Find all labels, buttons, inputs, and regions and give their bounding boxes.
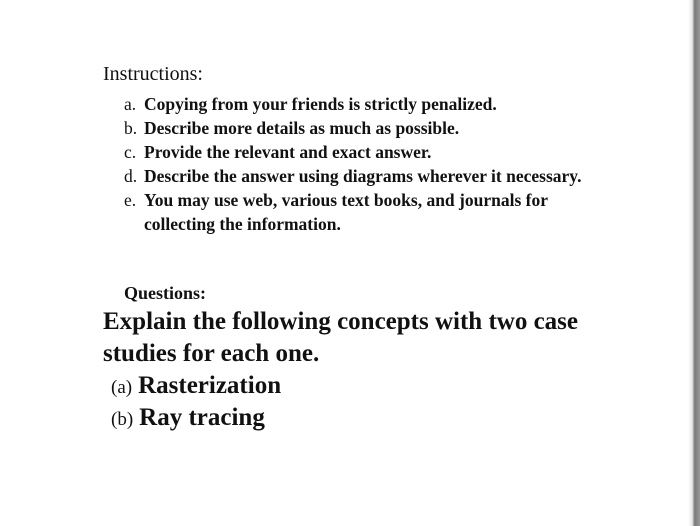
instruction-marker: e. [124,190,137,210]
sub-question-text: Ray tracing [139,404,265,431]
sub-question-b [111,402,265,436]
question-main: Explain the following concepts with two case studies for each one. [103,308,578,367]
instruction-item-e [124,188,604,236]
instruction-list [124,92,604,236]
sub-question-marker: (a) [111,377,133,398]
instruction-item-c [124,140,604,164]
instruction-marker: b. [124,118,138,138]
sub-question-a [111,370,281,404]
instruction-text: Copying from your friends is strictly penalized. [144,94,497,114]
sub-question-marker: (b) [111,409,134,430]
page-edge-shadow [688,0,700,526]
instruction-item-b [124,116,604,140]
questions-label: Questions: [124,283,207,303]
instruction-marker: c. [124,142,137,162]
instruction-item-d [124,164,604,188]
instruction-text: Provide the relevant and exact answer. [144,142,432,162]
sub-question-text: Rasterization [138,372,282,399]
instruction-text: Describe more details as much as possible. [144,118,460,138]
instruction-text: Describe the answer using diagrams wherever it necessary. [144,166,582,186]
instruction-marker: a. [124,94,137,114]
instructions-heading: Instructions: [103,63,203,85]
instruction-item-a [124,92,604,116]
instruction-text: You may use web, various text books, and journals for collecting the information. [144,190,548,234]
instruction-marker: d. [124,166,138,186]
